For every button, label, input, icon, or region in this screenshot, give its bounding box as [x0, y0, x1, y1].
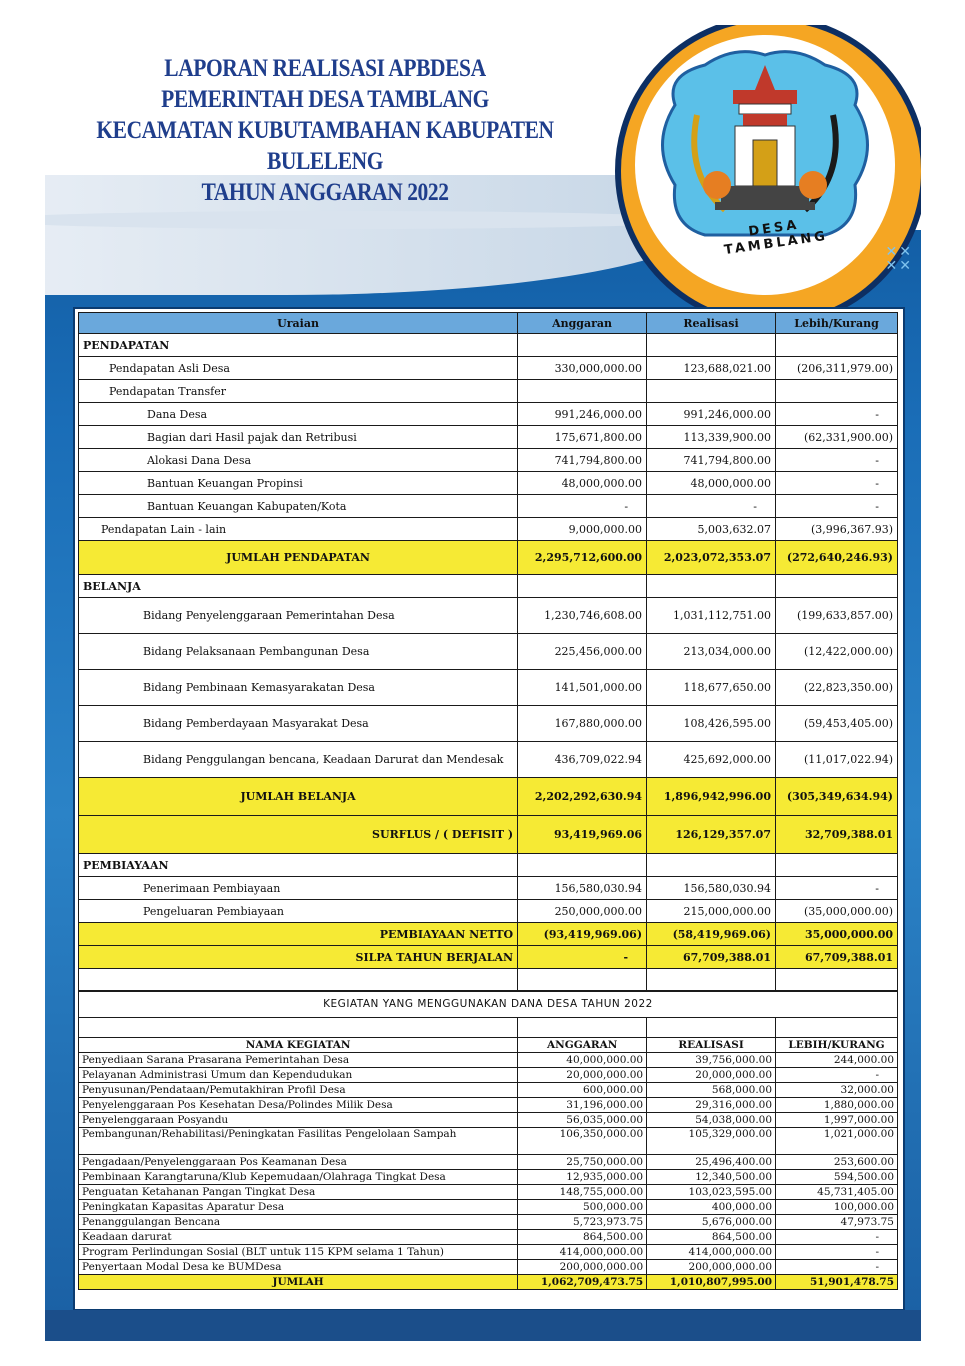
- row-realisasi: 5,003,632.07: [647, 518, 776, 541]
- total-selisih: (305,349,634.94): [776, 778, 898, 816]
- row-label: Penyusunan/Pendataan/Pemutakhiran Profil Desa: [79, 1083, 518, 1098]
- row-label: Penyertaan Modal Desa ke BUMDesa: [79, 1260, 518, 1275]
- row-anggaran: 106,350,000.00: [518, 1128, 647, 1155]
- table-row: [79, 380, 898, 403]
- table-row: [79, 742, 898, 778]
- table-row: [79, 1068, 898, 1083]
- row-selisih: (59,453,405.00): [776, 706, 898, 742]
- row-selisih: (12,422,000.00): [776, 634, 898, 670]
- netto-realisasi: (58,419,969.06): [647, 923, 776, 946]
- village-logo: [635, 35, 895, 295]
- total-selisih: (272,640,246.93): [776, 541, 898, 575]
- row-label: Pendapatan Lain - lain: [79, 518, 518, 541]
- col-uraian: Uraian: [79, 313, 518, 334]
- table-row: [79, 1185, 898, 1200]
- row-anggaran: 20,000,000.00: [518, 1068, 647, 1083]
- row-realisasi: 48,000,000.00: [647, 472, 776, 495]
- row-selisih: 47,973.75: [776, 1215, 898, 1230]
- row-realisasi: 215,000,000.00: [647, 900, 776, 923]
- title-line-3: KECAMATAN KUBUTAMBAHAN KABUPATEN BULELENG: [96, 117, 554, 175]
- row-label: Penyelenggaraan Pos Kesehatan Desa/Polindes Milik Desa: [79, 1098, 518, 1113]
- row-selisih: 594,500.00: [776, 1170, 898, 1185]
- row-realisasi: 20,000,000.00: [647, 1068, 776, 1083]
- row-label: Keadaan darurat: [79, 1230, 518, 1245]
- row-label: Pelayanan Administrasi Umum dan Kependudukan: [79, 1068, 518, 1083]
- row-realisasi: 5,676,000.00: [647, 1215, 776, 1230]
- total-label: JUMLAH PENDAPATAN: [79, 541, 518, 575]
- row-realisasi: 12,340,500.00: [647, 1170, 776, 1185]
- spacer-row: [79, 969, 898, 991]
- row-selisih: -: [776, 472, 898, 495]
- apbdesa-table: [78, 312, 898, 991]
- table-row: [79, 598, 898, 634]
- col-nama-kegiatan: NAMA KEGIATAN: [79, 1038, 518, 1053]
- row-selisih: 100,000.00: [776, 1200, 898, 1215]
- table-row: [79, 403, 898, 426]
- col-lebih-kurang: Lebih/Kurang: [776, 313, 898, 334]
- total-label: JUMLAH BELANJA: [79, 778, 518, 816]
- silpa-row: [79, 946, 898, 969]
- row-selisih: [776, 380, 898, 403]
- kegiatan-total-row: [79, 1275, 898, 1290]
- kegiatan-header-row: [79, 1038, 898, 1053]
- row-anggaran: 31,196,000.00: [518, 1098, 647, 1113]
- row-label: Bidang Pembinaan Kemasyarakatan Desa: [79, 670, 518, 706]
- table-row: [79, 1155, 898, 1170]
- row-realisasi: 1,031,112,751.00: [647, 598, 776, 634]
- row-anggaran: 741,794,800.00: [518, 449, 647, 472]
- row-label: Pendapatan Asli Desa: [79, 357, 518, 380]
- row-anggaran: 56,035,000.00: [518, 1113, 647, 1128]
- silpa-selisih: 67,709,388.01: [776, 946, 898, 969]
- table-row: [79, 518, 898, 541]
- row-anggaran: 600,000.00: [518, 1083, 647, 1098]
- table-row: [79, 634, 898, 670]
- total-row-pendapatan: [79, 541, 898, 575]
- row-label: Bidang Penggulangan bencana, Keadaan Darurat dan Mendesak: [79, 742, 518, 778]
- logo-text: DESA TAMBLANG: [723, 217, 829, 259]
- table-row: [79, 1260, 898, 1275]
- table-row: [79, 1170, 898, 1185]
- row-selisih: 244,000.00: [776, 1053, 898, 1068]
- col-anggaran: Anggaran: [518, 313, 647, 334]
- row-selisih: 253,600.00: [776, 1155, 898, 1170]
- row-label: Pembinaan Karangtaruna/Klub Kepemudaan/Olahraga Tingkat Desa: [79, 1170, 518, 1185]
- row-selisih: 1,880,000.00: [776, 1098, 898, 1113]
- row-anggaran: 167,880,000.00: [518, 706, 647, 742]
- row-label: Pengeluaran Pembiayaan: [79, 900, 518, 923]
- row-realisasi: 113,339,900.00: [647, 426, 776, 449]
- row-label: Bagian dari Hasil pajak dan Retribusi: [79, 426, 518, 449]
- table-row: [79, 449, 898, 472]
- surplus-row: [79, 816, 898, 854]
- row-anggaran: 175,671,800.00: [518, 426, 647, 449]
- row-selisih: (199,633,857.00): [776, 598, 898, 634]
- table-row: [79, 426, 898, 449]
- total-selisih: 51,901,478.75: [776, 1275, 898, 1290]
- row-anggaran: 250,000,000.00: [518, 900, 647, 923]
- decor-crosses: ✕✕ ✕✕: [885, 244, 913, 274]
- row-label: Peningkatan Kapasitas Aparatur Desa: [79, 1200, 518, 1215]
- surplus-label: SURFLUS / ( DEFISIT ): [79, 816, 518, 854]
- col-realisasi: Realisasi: [647, 313, 776, 334]
- row-realisasi: [647, 380, 776, 403]
- table-row: [79, 1215, 898, 1230]
- row-realisasi: 400,000.00: [647, 1200, 776, 1215]
- row-selisih: -: [776, 1245, 898, 1260]
- row-label: Bantuan Keuangan Kabupaten/Kota: [79, 495, 518, 518]
- row-label: Pengadaan/Penyelenggaraan Pos Keamanan Desa: [79, 1155, 518, 1170]
- row-anggaran: 864,500.00: [518, 1230, 647, 1245]
- row-realisasi: 103,023,595.00: [647, 1185, 776, 1200]
- table-row: [79, 1128, 898, 1155]
- row-anggaran: 48,000,000.00: [518, 472, 647, 495]
- row-selisih: 45,731,405.00: [776, 1185, 898, 1200]
- row-selisih: 1,997,000.00: [776, 1113, 898, 1128]
- report-title: [45, 53, 605, 208]
- table-row: [79, 472, 898, 495]
- row-label: Dana Desa: [79, 403, 518, 426]
- row-anggaran: 12,935,000.00: [518, 1170, 647, 1185]
- row-anggaran: 40,000,000.00: [518, 1053, 647, 1068]
- kegiatan-title: KEGIATAN YANG MENGGUNAKAN DANA DESA TAHUN 2022: [79, 992, 898, 1018]
- netto-label: PEMBIAYAAN NETTO: [79, 923, 518, 946]
- row-anggaran: [518, 380, 647, 403]
- col-realisasi: REALISASI: [647, 1038, 776, 1053]
- table-row: [79, 1053, 898, 1068]
- silpa-label: SILPA TAHUN BERJALAN: [79, 946, 518, 969]
- row-anggaran: 225,456,000.00: [518, 634, 647, 670]
- row-selisih: -: [776, 1260, 898, 1275]
- netto-row: [79, 923, 898, 946]
- kegiatan-title-row: [79, 992, 898, 1018]
- total-anggaran: 1,062,709,473.75: [518, 1275, 647, 1290]
- row-realisasi: 156,580,030.94: [647, 877, 776, 900]
- netto-anggaran: (93,419,969.06): [518, 923, 647, 946]
- table-row: [79, 1245, 898, 1260]
- row-realisasi: 25,496,400.00: [647, 1155, 776, 1170]
- row-label: Bantuan Keuangan Propinsi: [79, 472, 518, 495]
- table-row: [79, 706, 898, 742]
- row-realisasi: 425,692,000.00: [647, 742, 776, 778]
- table-row: [79, 357, 898, 380]
- row-selisih: -: [776, 449, 898, 472]
- row-label: Penerimaan Pembiayaan: [79, 877, 518, 900]
- row-realisasi: -: [647, 495, 776, 518]
- row-anggaran: 436,709,022.94: [518, 742, 647, 778]
- row-selisih: 32,000.00: [776, 1083, 898, 1098]
- title-line-2: PEMERINTAH DESA TAMBLANG: [161, 86, 489, 113]
- total-realisasi: 2,023,072,353.07: [647, 541, 776, 575]
- table-header-row: [79, 313, 898, 334]
- row-selisih: -: [776, 495, 898, 518]
- row-label: Pembangunan/Rehabilitasi/Peningkatan Fasilitas Pengelolaan Sampah: [79, 1128, 518, 1155]
- surplus-selisih: 32,709,388.01: [776, 816, 898, 854]
- table-row: [79, 1098, 898, 1113]
- total-row-belanja: [79, 778, 898, 816]
- row-anggaran: 200,000,000.00: [518, 1260, 647, 1275]
- title-line-4: TAHUN ANGGARAN 2022: [201, 179, 449, 206]
- total-anggaran: 2,295,712,600.00: [518, 541, 647, 575]
- surplus-anggaran: 93,419,969.06: [518, 816, 647, 854]
- row-realisasi: 29,316,000.00: [647, 1098, 776, 1113]
- row-realisasi: 39,756,000.00: [647, 1053, 776, 1068]
- table-row: [79, 877, 898, 900]
- row-anggaran: 9,000,000.00: [518, 518, 647, 541]
- row-realisasi: 200,000,000.00: [647, 1260, 776, 1275]
- table-row: [79, 900, 898, 923]
- poster: [45, 25, 921, 1341]
- row-label: Alokasi Dana Desa: [79, 449, 518, 472]
- table-row: [79, 495, 898, 518]
- section-row-pembiayaan: [79, 854, 898, 877]
- row-label: Bidang Pemberdayaan Masyarakat Desa: [79, 706, 518, 742]
- row-anggaran: 330,000,000.00: [518, 357, 647, 380]
- row-realisasi: 105,329,000.00: [647, 1128, 776, 1155]
- row-selisih: 1,021,000.00: [776, 1128, 898, 1155]
- row-realisasi: 108,426,595.00: [647, 706, 776, 742]
- row-label: Penanggulangan Bencana: [79, 1215, 518, 1230]
- section-label: BELANJA: [79, 575, 518, 598]
- row-selisih: (11,017,022.94): [776, 742, 898, 778]
- row-anggaran: -: [518, 495, 647, 518]
- row-realisasi: 213,034,000.00: [647, 634, 776, 670]
- netto-selisih: 35,000,000.00: [776, 923, 898, 946]
- row-anggaran: 5,723,973.75: [518, 1215, 647, 1230]
- row-anggaran: 25,750,000.00: [518, 1155, 647, 1170]
- row-realisasi: 123,688,021.00: [647, 357, 776, 380]
- row-selisih: (206,311,979.00): [776, 357, 898, 380]
- row-label: Pendapatan Transfer: [79, 380, 518, 403]
- row-label: Penyediaan Sarana Prasarana Pemerintahan Desa: [79, 1053, 518, 1068]
- footer-bar: [45, 1310, 921, 1341]
- row-selisih: (22,823,350.00): [776, 670, 898, 706]
- row-label: Program Perlindungan Sosial (BLT untuk 115 KPM selama 1 Tahun): [79, 1245, 518, 1260]
- table-row: [79, 1200, 898, 1215]
- section-label: PEMBIAYAAN: [79, 854, 518, 877]
- silpa-realisasi: 67,709,388.01: [647, 946, 776, 969]
- row-anggaran: 414,000,000.00: [518, 1245, 647, 1260]
- section-label: PENDAPATAN: [79, 334, 518, 357]
- total-anggaran: 2,202,292,630.94: [518, 778, 647, 816]
- total-label: JUMLAH: [79, 1275, 518, 1290]
- row-realisasi: 991,246,000.00: [647, 403, 776, 426]
- row-selisih: -: [776, 1230, 898, 1245]
- row-realisasi: 741,794,800.00: [647, 449, 776, 472]
- village-emblem-icon: [635, 35, 895, 295]
- row-selisih: (3,996,367.93): [776, 518, 898, 541]
- row-selisih: -: [776, 877, 898, 900]
- silpa-anggaran: -: [518, 946, 647, 969]
- row-selisih: -: [776, 403, 898, 426]
- row-realisasi: 568,000.00: [647, 1083, 776, 1098]
- table-row: [79, 1083, 898, 1098]
- row-selisih: -: [776, 1068, 898, 1083]
- section-row-pendapatan: [79, 334, 898, 357]
- row-realisasi: 864,500.00: [647, 1230, 776, 1245]
- table-row: [79, 1230, 898, 1245]
- row-label: Bidang Pelaksanaan Pembangunan Desa: [79, 634, 518, 670]
- row-anggaran: 141,501,000.00: [518, 670, 647, 706]
- row-anggaran: 500,000.00: [518, 1200, 647, 1215]
- total-realisasi: 1,896,942,996.00: [647, 778, 776, 816]
- row-realisasi: 414,000,000.00: [647, 1245, 776, 1260]
- title-line-1: LAPORAN REALISASI APBDESA: [164, 55, 486, 82]
- row-anggaran: 148,755,000.00: [518, 1185, 647, 1200]
- row-selisih: (62,331,900.00): [776, 426, 898, 449]
- row-anggaran: 1,230,746,608.00: [518, 598, 647, 634]
- row-label: Penyelenggaraan Posyandu: [79, 1113, 518, 1128]
- row-selisih: (35,000,000.00): [776, 900, 898, 923]
- table-row: [79, 1113, 898, 1128]
- row-anggaran: 156,580,030.94: [518, 877, 647, 900]
- col-lebih-kurang: LEBIH/KURANG: [776, 1038, 898, 1053]
- row-realisasi: 118,677,650.00: [647, 670, 776, 706]
- row-realisasi: 54,038,000.00: [647, 1113, 776, 1128]
- kegiatan-table: [78, 991, 898, 1290]
- report-panel: [73, 307, 905, 1311]
- table-row: [79, 670, 898, 706]
- total-realisasi: 1,010,807,995.00: [647, 1275, 776, 1290]
- row-label: Bidang Penyelenggaraan Pemerintahan Desa: [79, 598, 518, 634]
- section-row-belanja: [79, 575, 898, 598]
- spacer-row: [79, 1018, 898, 1038]
- surplus-realisasi: 126,129,357.07: [647, 816, 776, 854]
- row-label: Penguatan Ketahanan Pangan Tingkat Desa: [79, 1185, 518, 1200]
- col-anggaran: ANGGARAN: [518, 1038, 647, 1053]
- row-anggaran: 991,246,000.00: [518, 403, 647, 426]
